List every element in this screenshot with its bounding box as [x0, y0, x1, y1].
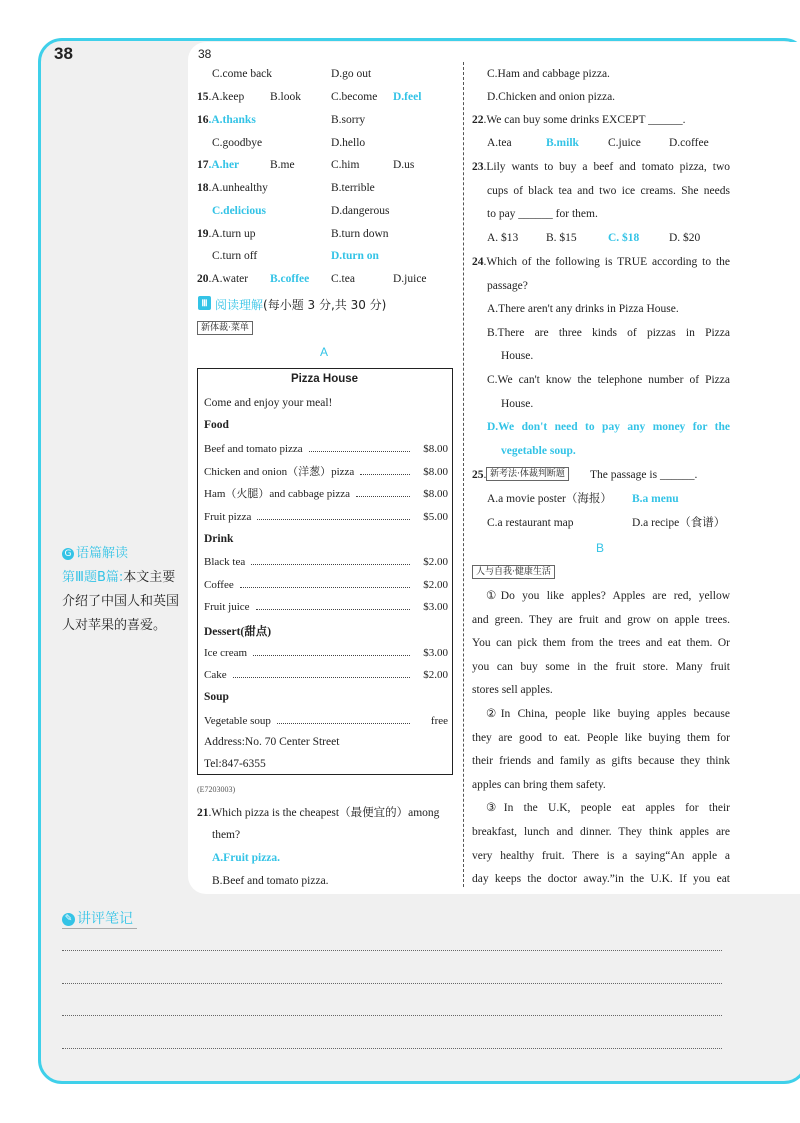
menu-item: Chicken and onion（洋葱）pizza $8.00 [204, 466, 448, 478]
genre-tag: 新体裁·菜单 [197, 321, 253, 335]
menu-title: Pizza House [290, 373, 359, 385]
menu-heading-food: Food [204, 419, 229, 431]
menu-address: Address:No. 70 Center Street [204, 736, 340, 748]
passage-letter-b: B [596, 541, 605, 555]
note-line [62, 1048, 722, 1049]
question-tag: 新考法·体裁判断题 [486, 467, 569, 481]
answer-mark: B.coffee [270, 273, 310, 285]
menu-item: Beef and tomato pizza $8.00 [204, 443, 448, 455]
answer-mark: C.delicious [212, 205, 266, 217]
menu-welcome: Come and enjoy your meal! [204, 397, 333, 409]
column-divider [463, 62, 464, 887]
menu-heading-dessert: Dessert(甜点) [204, 626, 272, 638]
page-number: 38 [54, 44, 73, 63]
page-number-small: 38 [198, 47, 212, 61]
sidebar-heading: G 语篇解读 [62, 542, 128, 561]
answer-mark: B.milk [546, 137, 579, 149]
menu-item: Coffee $2.00 [204, 579, 448, 591]
sidebar-body: 第Ⅲ题B篇:本文主要介绍了中国人和英国人对苹果的喜爱。 [62, 570, 180, 633]
menu-item: Ham（火腿）and cabbage pizza $8.00 [204, 488, 448, 500]
notes-heading: ✎ 讲评笔记 [62, 908, 137, 929]
section-title: 阅读理解(每小题 3 分,共 30 分) [215, 298, 387, 312]
menu-item: Fruit pizza $5.00 [204, 511, 448, 523]
menu-tel: Tel:847-6355 [204, 758, 266, 770]
note-line [62, 950, 722, 951]
section-number-icon: Ⅲ [198, 296, 211, 310]
menu-item: Fruit juice $3.00 [204, 601, 448, 613]
menu-heading-drink: Drink [204, 533, 234, 545]
menu-heading-soup: Soup [204, 691, 229, 703]
menu-item: Vegetable soup free [204, 715, 448, 727]
item-code: (E7203003) [197, 785, 236, 794]
menu-item: Ice cream $3.00 [204, 647, 448, 659]
passage-letter-a: A [320, 345, 329, 359]
answer-mark: A.Fruit pizza. [212, 852, 281, 864]
answer-mark: .A.thanks [208, 114, 256, 126]
note-line [62, 983, 722, 984]
answer-mark: D.turn on [331, 250, 379, 262]
answer-mark: C. $18 [608, 232, 640, 244]
genre-tag: 人与自我·健康生活 [472, 565, 555, 579]
menu-box [197, 368, 453, 775]
note-line [62, 1015, 722, 1016]
g-icon: G [62, 548, 74, 560]
answer-mark: vegetable soup. [501, 445, 576, 457]
answer-mark: .A.her [208, 159, 240, 171]
pencil-icon: ✎ [62, 913, 75, 926]
answer-mark: D.We don't need to pay any money for the [487, 421, 730, 433]
menu-item: Cake $2.00 [204, 669, 448, 681]
answer-mark: B.a menu [632, 493, 679, 505]
menu-item: Black tea $2.00 [204, 556, 448, 568]
answer-mark: D.feel [393, 91, 422, 103]
